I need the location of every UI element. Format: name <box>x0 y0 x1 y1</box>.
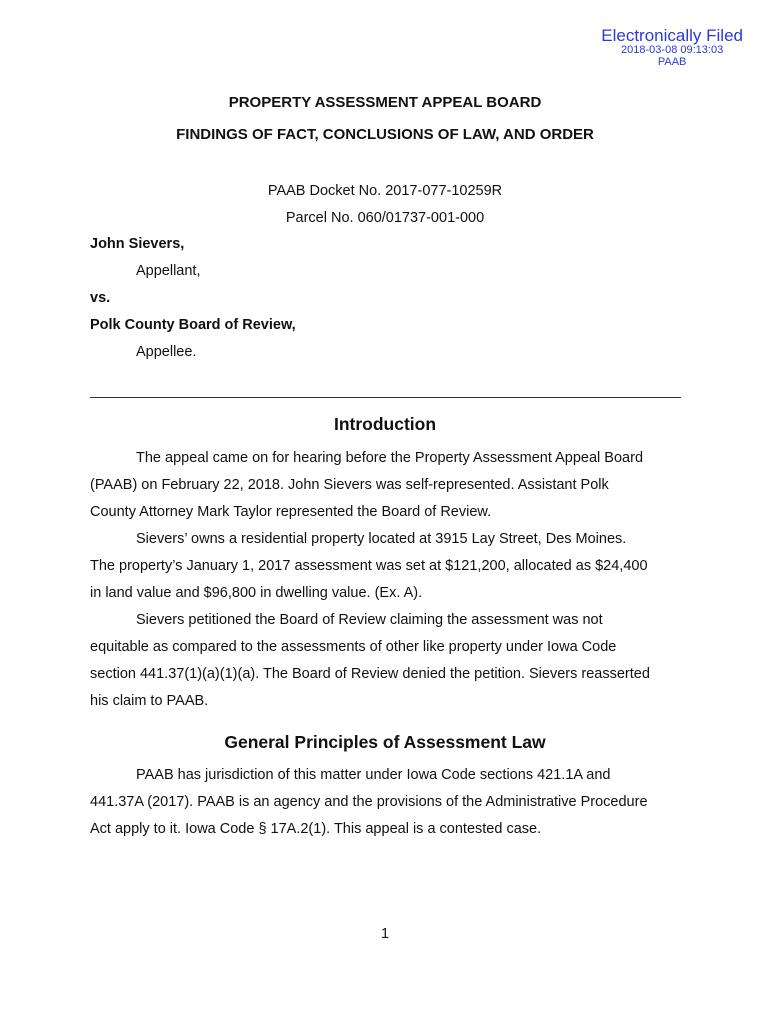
text-line: equitable as compared to the assessments of other like property under Iowa Code <box>90 639 617 655</box>
versus-label: vs. <box>90 290 111 306</box>
text-line: County Attorney Mark Taylor represented the Board of Review. <box>90 504 492 520</box>
text-line: The property’s January 1, 2017 assessment was set at $121,200, allocated as $24,400 <box>90 558 648 574</box>
text-line: 441.37A (2017). PAAB is an agency and the provisions of the Administrative Procedure <box>90 794 648 810</box>
text-line: section 441.37(1)(a)(1)(a). The Board of Review denied the petition. Sievers reasserted <box>90 666 650 682</box>
text-line: in land value and $96,800 in dwelling value. (Ex. A). <box>90 585 423 601</box>
introduction-heading: Introduction <box>333 414 437 434</box>
board-title: PROPERTY ASSESSMENT APPEAL BOARD <box>228 94 542 111</box>
text-line: PAAB has jurisdiction of this matter under Iowa Code sections 421.1A and <box>136 767 611 783</box>
text-line: Sievers’ owns a residential property located at 3915 Lay Street, Des Moines. <box>136 531 627 547</box>
appellee-name: Polk County Board of Review, <box>90 317 296 333</box>
text-line: Act apply to it. Iowa Code § 17A.2(1). This appeal is a contested case. <box>90 821 542 837</box>
stamp-agency: PAAB <box>657 56 687 68</box>
electronic-filing-stamp <box>601 27 743 68</box>
appellee-role: Appellee. <box>136 344 197 360</box>
caption-divider <box>90 397 681 398</box>
appellant-role: Appellant, <box>136 263 201 279</box>
appellant-name: John Sievers, <box>90 236 185 252</box>
page-number: 1 <box>380 926 390 942</box>
docket-number: PAAB Docket No. 2017-077-10259R <box>267 183 503 199</box>
text-line: (PAAB) on February 22, 2018. John Sievers was self-represented. Assistant Polk <box>90 477 609 493</box>
general-principles-heading: General Principles of Assessment Law <box>224 732 546 752</box>
text-line: Sievers petitioned the Board of Review claiming the assessment was not <box>136 612 603 628</box>
stamp-timestamp: 2018-03-08 09:13:03 <box>621 44 724 56</box>
parcel-number: Parcel No. 060/01737-001-000 <box>285 210 485 226</box>
text-line: The appeal came on for hearing before the Property Assessment Appeal Board <box>136 450 644 466</box>
general-principles-body <box>90 762 690 843</box>
introduction-body <box>90 445 690 715</box>
stamp-title: Electronically Filed <box>601 26 743 45</box>
document-title: FINDINGS OF FACT, CONCLUSIONS OF LAW, AND ORDER <box>176 126 594 143</box>
text-line: his claim to PAAB. <box>90 693 209 709</box>
